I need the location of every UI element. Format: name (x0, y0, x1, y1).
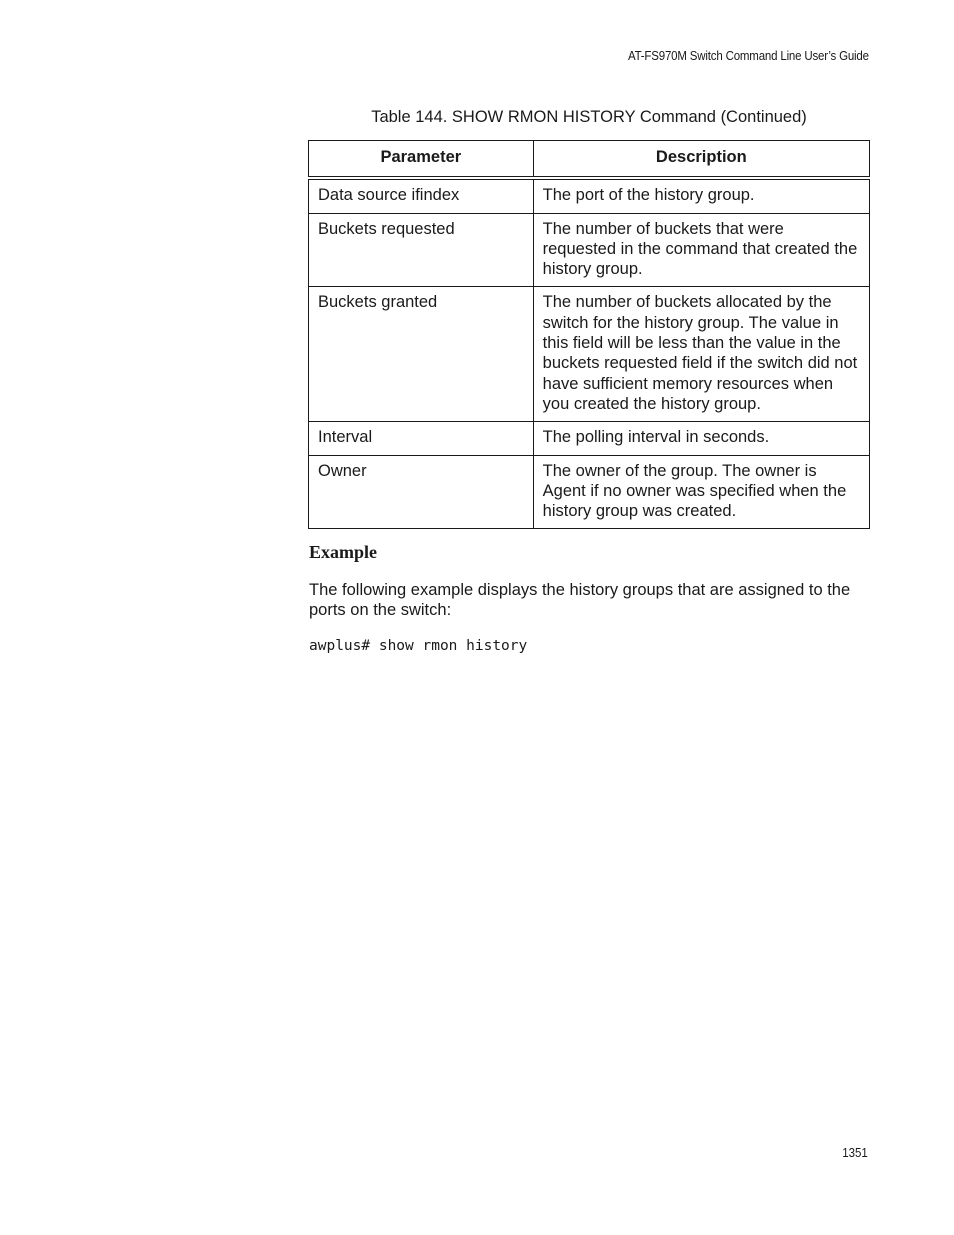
column-header-parameter: Parameter (309, 141, 534, 179)
example-heading: Example (309, 542, 378, 562)
parameter-cell: Interval (309, 422, 534, 455)
example-command: awplus# show rmon history (309, 638, 528, 654)
description-cell: The number of buckets that were requested in the command that created the history group. (533, 213, 869, 287)
page-number: 1351 (842, 1146, 868, 1160)
parameter-cell: Buckets requested (309, 213, 534, 287)
table-row (309, 455, 870, 529)
parameter-cell: Owner (309, 455, 534, 529)
parameter-cell: Buckets granted (309, 287, 534, 422)
example-description: The following example displays the history groups that are assigned to the ports on the switch: (309, 581, 851, 620)
table-header-row (309, 141, 870, 179)
description-cell: The owner of the group. The owner is Agent if no owner was specified when the history group was created. (533, 455, 869, 529)
table-caption: Table 144. SHOW RMON HISTORY Command (Continued) (371, 108, 807, 126)
description-cell: The polling interval in seconds. (533, 422, 869, 455)
description-cell: The port of the history group. (533, 178, 869, 213)
table-row (309, 422, 870, 455)
running-header: AT-FS970M Switch Command Line User’s Guide (628, 49, 869, 63)
table-row (309, 178, 870, 213)
parameter-cell: Data source ifindex (309, 178, 534, 213)
table-row (309, 287, 870, 422)
parameter-table (308, 140, 870, 529)
description-cell: The number of buckets allocated by the switch for the history group. The value in this field will be less than the value in the buckets requested field if the switch did not have sufficient memory resources when you created the history group. (533, 287, 869, 422)
table-row (309, 213, 870, 287)
column-header-description: Description (533, 141, 869, 179)
